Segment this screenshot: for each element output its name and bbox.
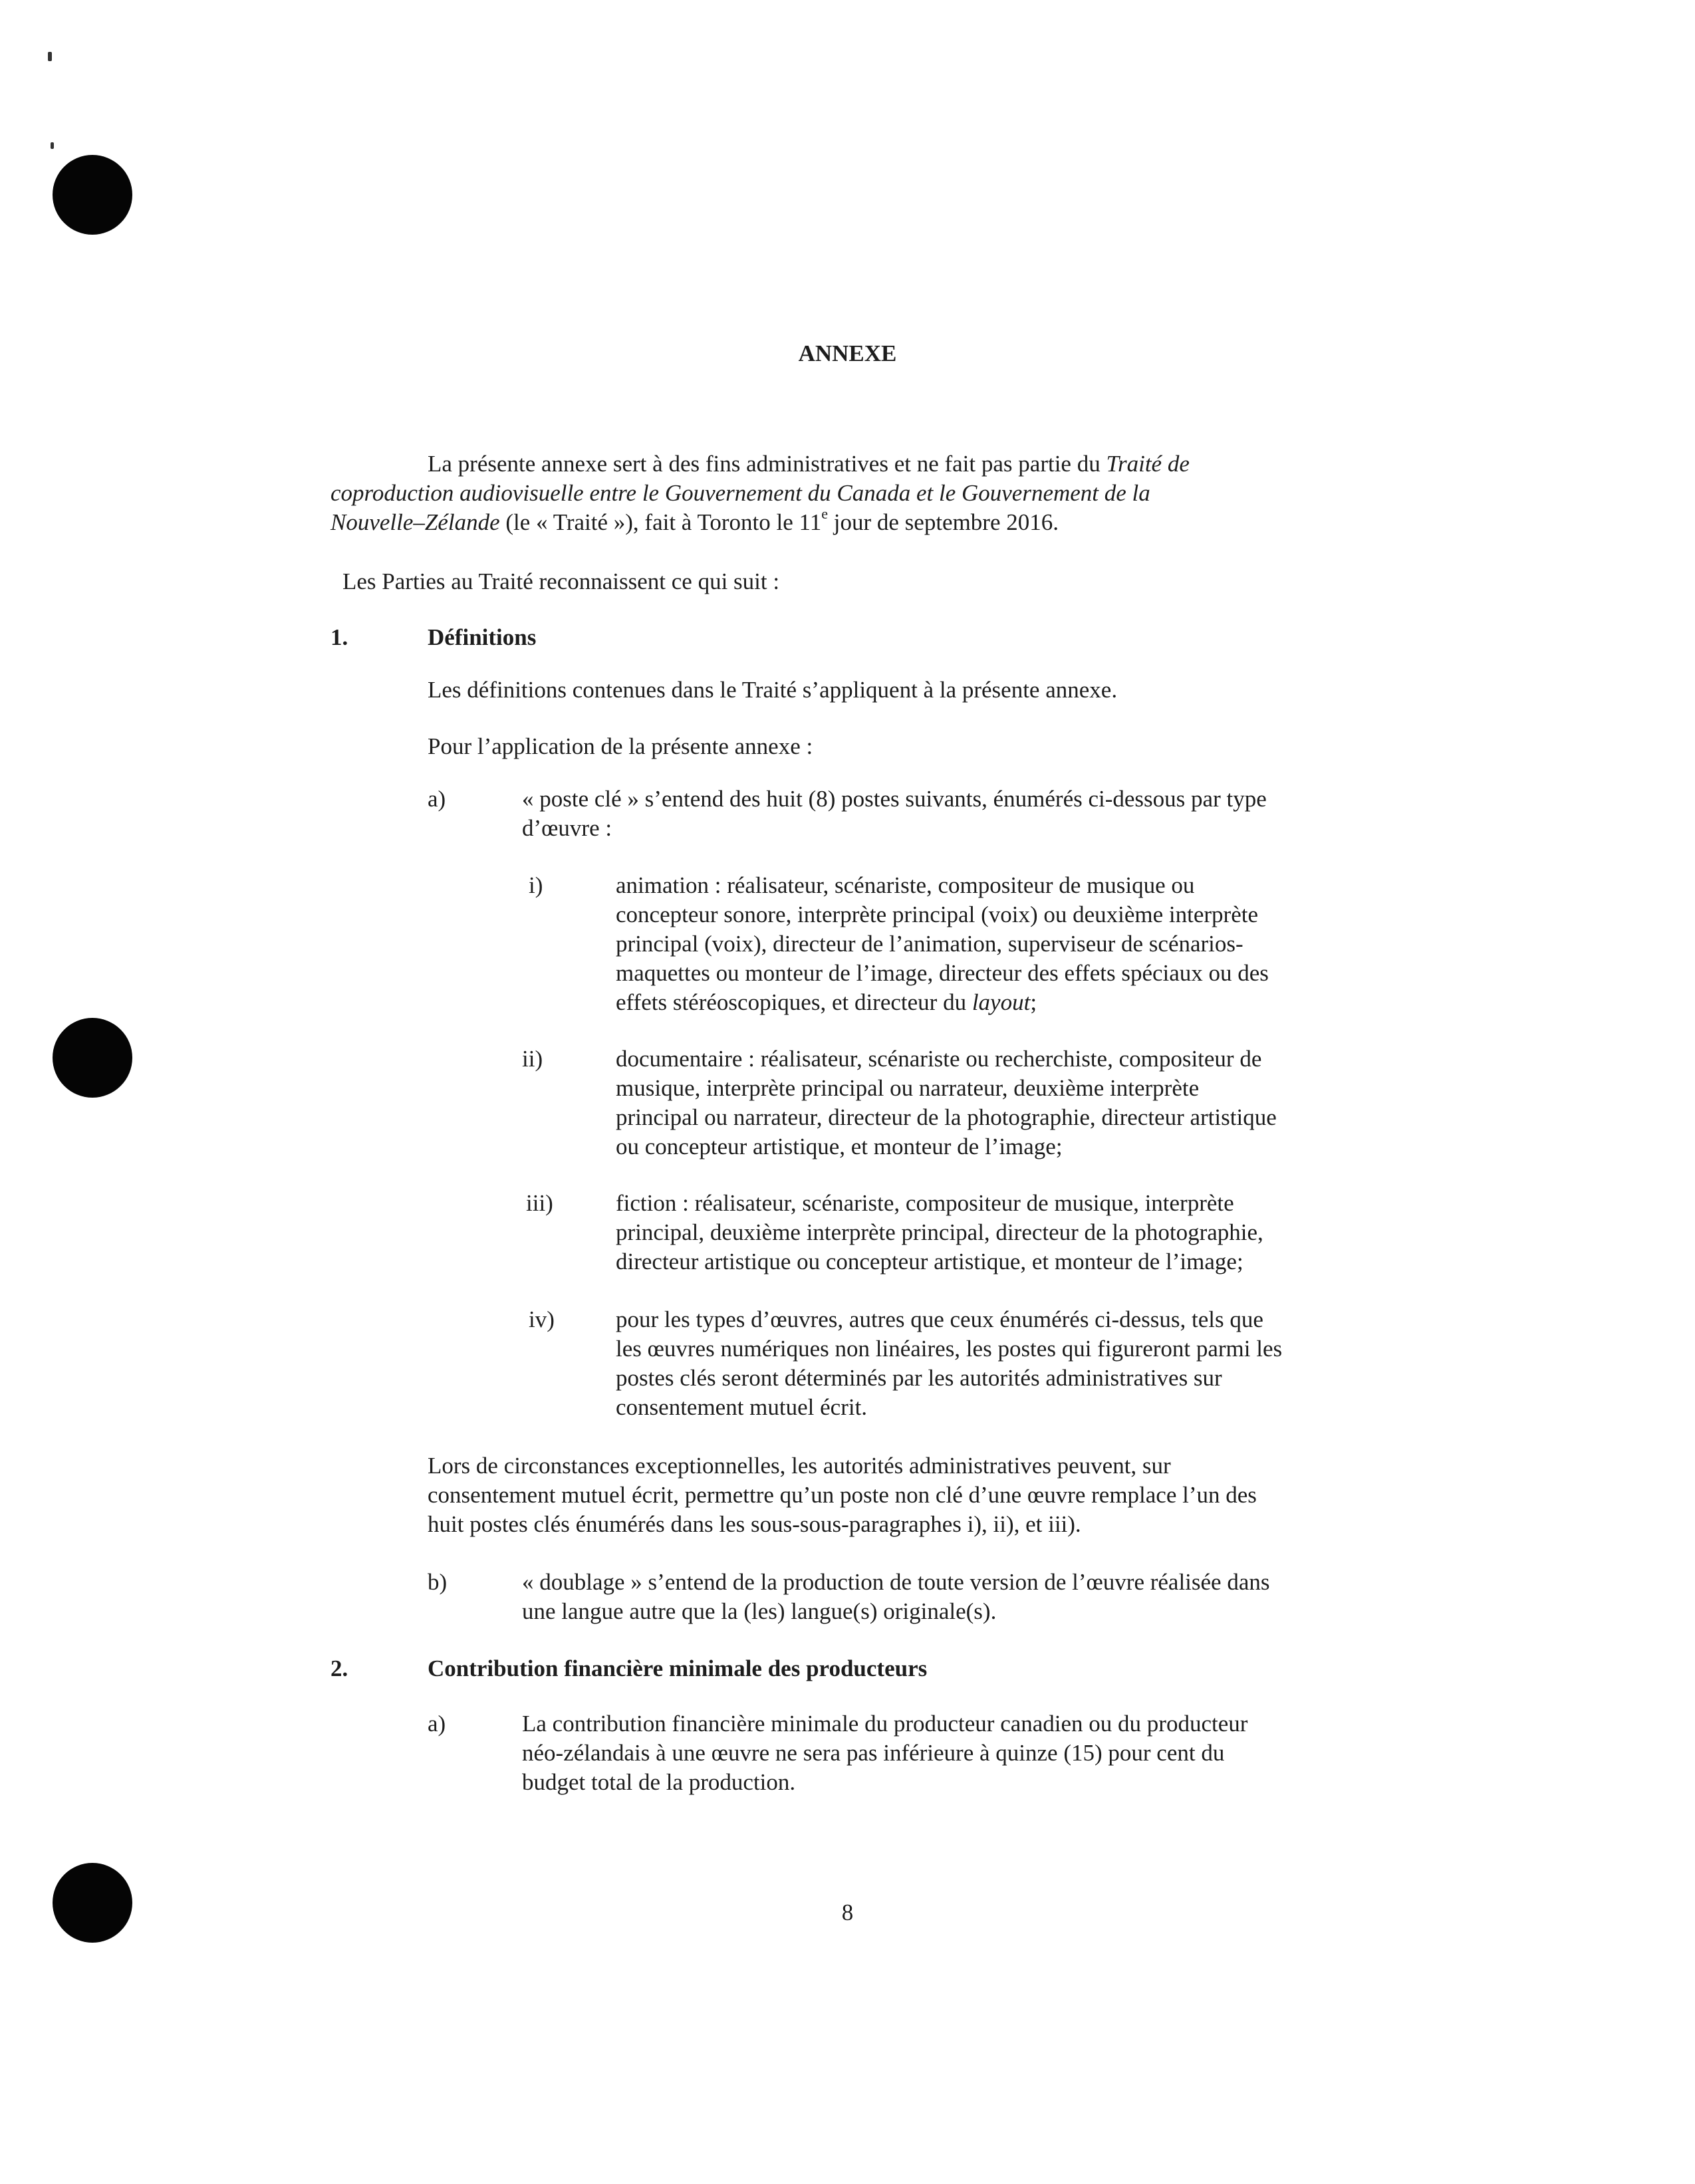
paragraph-line: consentement mutuel écrit, permettre qu’un poste non clé d’une œuvre remplace l’un des: [428, 1482, 1257, 1508]
sub-list-line: directeur artistique ou concepteur artistique, et monteur de l’image;: [616, 1249, 1243, 1274]
paragraph: Pour l’application de la présente annexe :: [428, 733, 813, 759]
sub-list-line: fiction : réalisateur, scénariste, compositeur de musique, interprète: [616, 1190, 1234, 1216]
intro-line: [428, 449, 1190, 479]
intro-text: jour de septembre 2016.: [828, 509, 1059, 535]
treaty-title-italic: Traité de: [1106, 451, 1190, 477]
page-title: ANNEXE: [798, 340, 897, 366]
ordinal-superscript: e: [821, 505, 828, 523]
sub-list-line: ou concepteur artistique, et monteur de l’image;: [616, 1134, 1063, 1159]
sub-list-label: i): [529, 872, 543, 898]
paragraph-line: Lors de circonstances exceptionnelles, les autorités administratives peuvent, sur: [428, 1453, 1171, 1479]
punch-hole: [53, 155, 132, 235]
sub-list-line: [616, 988, 1037, 1017]
sub-list-line: postes clés seront déterminés par les autorités administratives sur: [616, 1365, 1222, 1391]
scan-speck: [48, 52, 52, 61]
list-line: néo-zélandais à une œuvre ne sera pas inférieure à quinze (15) pour cent du: [522, 1740, 1225, 1766]
sub-list-label: iv): [529, 1306, 555, 1332]
section-number: 1.: [330, 624, 348, 650]
intro-line: [330, 505, 1059, 537]
sub-list-line: principal, deuxième interprète principal, directeur de la photographie,: [616, 1219, 1263, 1245]
sub-list-line: musique, interprète principal ou narrateur, deuxième interprète: [616, 1075, 1200, 1101]
list-line: La contribution financière minimale du producteur canadien ou du producteur: [522, 1711, 1248, 1737]
recognition-text: Les Parties au Traité reconnaissent ce qui suit :: [342, 568, 780, 594]
sub-list-line: concepteur sonore, interprète principal (voix) ou deuxième interprète: [616, 902, 1258, 927]
section-heading: Définitions: [428, 624, 537, 650]
list-label: b): [428, 1569, 448, 1595]
sub-list-line: pour les types d’œuvres, autres que ceux énumérés ci-dessus, tels que: [616, 1306, 1263, 1332]
punch-hole: [53, 1018, 132, 1098]
sub-list-line: les œuvres numériques non linéaires, les postes qui figureront parmi les: [616, 1336, 1283, 1362]
list-label: a): [428, 786, 446, 812]
list-line: « poste clé » s’entend des huit (8) postes suivants, énumérés ci-dessous par type: [522, 786, 1267, 812]
sub-list-text: ;: [1030, 989, 1037, 1015]
list-line: « doublage » s’entend de la production de toute version de l’œuvre réalisée dans: [522, 1569, 1270, 1595]
list-line: une langue autre que la (les) langue(s) originale(s).: [522, 1598, 997, 1624]
scan-speck: [51, 142, 54, 149]
sub-list-line: documentaire : réalisateur, scénariste ou recherchiste, compositeur de: [616, 1046, 1262, 1072]
intro-text: (le « Traité »), fait à Toronto le 11: [499, 509, 822, 535]
sub-list-text: effets stéréoscopiques, et directeur du: [616, 989, 972, 1015]
sub-list-line: principal ou narrateur, directeur de la photographie, directeur artistique: [616, 1104, 1277, 1130]
italic-term: layout: [972, 989, 1031, 1015]
section-number: 2.: [330, 1655, 348, 1681]
paragraph-line: huit postes clés énumérés dans les sous-sous-paragraphes i), ii), et iii).: [428, 1511, 1081, 1537]
list-line: d’œuvre :: [522, 815, 612, 841]
sub-list-line: consentement mutuel écrit.: [616, 1394, 868, 1420]
sub-list-line: principal (voix), directeur de l’animation, superviseur de scénarios-: [616, 931, 1243, 957]
paragraph: Les définitions contenues dans le Traité s’appliquent à la présente annexe.: [428, 677, 1118, 703]
sub-list-line: animation : réalisateur, scénariste, compositeur de musique ou: [616, 872, 1195, 898]
sub-list-label: ii): [522, 1046, 543, 1072]
sub-list-label: iii): [526, 1190, 553, 1216]
page-number: 8: [841, 1899, 854, 1925]
intro-line: coproduction audiovisuelle entre le Gouvernement du Canada et le Gouvernement de la: [330, 480, 1150, 506]
treaty-title-italic: Nouvelle–Zélande: [330, 509, 500, 535]
list-label: a): [428, 1711, 446, 1737]
sub-list-line: maquettes ou monteur de l’image, directeur des effets spéciaux ou des: [616, 960, 1269, 986]
section-heading: Contribution financière minimale des producteurs: [428, 1655, 928, 1681]
intro-text: La présente annexe sert à des fins administratives et ne fait pas partie du: [428, 451, 1107, 477]
list-line: budget total de la production.: [522, 1769, 796, 1795]
